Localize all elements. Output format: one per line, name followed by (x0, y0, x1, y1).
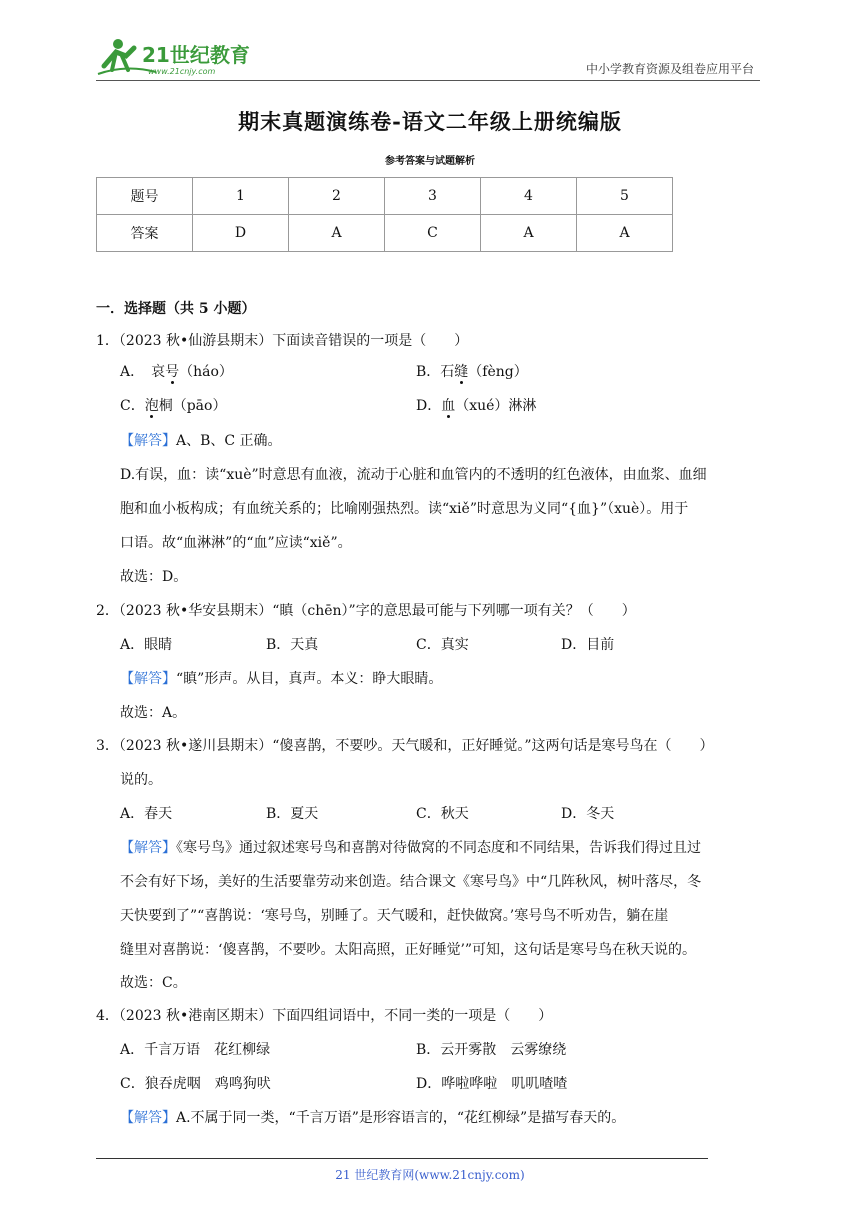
q1-option-d (416, 395, 536, 415)
answer-label: 【解答】 (120, 671, 176, 687)
q2-option-d: D．目前 (561, 637, 615, 653)
dotted-char: 缝 (454, 364, 469, 380)
question-4-stem: 4．（2023 秋•港南区期末）下面四组词语中，不同一类的一项是（ ） (96, 1008, 553, 1024)
question-3-stem-cont: 说的。 (120, 772, 162, 788)
option-text: C． (120, 398, 145, 414)
option-text: A． 哀 (120, 364, 166, 380)
q1-option-a (120, 361, 233, 381)
logo-url: www.21cnjy.com (148, 67, 216, 76)
answer-table-header-row (97, 178, 673, 215)
table-cell: 题号 (97, 178, 193, 215)
answer-text: A、B、C 正确。 (176, 433, 282, 449)
table-cell: C (385, 215, 481, 252)
explanation-line: 不会有好下场，美好的生活要靠劳动来创造。结合课文《寒号鸟》中“几阵秋风，树叶落尽，冬 (120, 874, 702, 890)
page-header (96, 36, 760, 81)
explanation-line: D.有误，血：读“xuè”时意思有血液，流动于心脏和血管内的不透明的红色液体，由血浆、血细 (120, 467, 707, 483)
answer-text: “瞋”形声。从目，真声。本义：睁大眼睛。 (176, 671, 443, 687)
option-text: （fèng） (468, 364, 528, 380)
q1-choice: 故选：D。 (120, 569, 188, 585)
q2-choice: 故选：A。 (120, 705, 187, 721)
q2-option-b: B．天真 (266, 637, 319, 653)
q4-option-d: D．哗啦哗啦 叽叽喳喳 (416, 1076, 568, 1092)
q4-answer (120, 1107, 625, 1127)
option-text: （háo） (179, 364, 233, 380)
q3-option-b: B．夏天 (266, 806, 319, 822)
footer-divider (96, 1158, 708, 1159)
q3-option-a: A．春天 (120, 806, 173, 822)
q1-option-c (120, 395, 226, 415)
table-cell: A (577, 215, 673, 252)
page-title: 期末真题演练卷-语文二年级上册统编版 (238, 109, 622, 134)
table-cell: 答案 (97, 215, 193, 252)
explanation-line: 口语。故“血淋淋”的“血”应读“xiě”。 (120, 535, 352, 551)
explanation-line: 天快要到了”“喜鹊说：‘寒号鸟，别睡了。天气暖和，赶快做窝。’寒号鸟不听劝告，躺在崖 (120, 908, 669, 924)
question-2-stem: 2．（2023 秋•华安县期末）“瞋（chēn）”字的意思最可能与下列哪一项有关？（ ） (96, 603, 636, 619)
answer-text: 《寒号鸟》通过叙述寒号鸟和喜鹊对待做窝的不同态度和不同结果，告诉我们得过且过 (176, 840, 701, 856)
option-text: 桐（pāo） (158, 398, 227, 414)
answer-table-answer-row (97, 215, 673, 252)
q4-option-a: A．千言万语 花红柳绿 (120, 1042, 271, 1058)
table-cell: A (481, 215, 577, 252)
table-cell: 5 (577, 178, 673, 215)
logo-21cnjy (96, 36, 266, 80)
q2-option-c: C．真实 (416, 637, 469, 653)
answer-text: A.不属于同一类，“千言万语”是形容语言的，“花红柳绿”是描写春天的。 (176, 1110, 626, 1126)
explanation-line: 缝里对喜鹊说：‘傻喜鹊，不要吵。太阳高照，正好睡觉’”可知，这句话是寒号鸟在秋天说的。 (120, 942, 697, 958)
q4-option-c: C．狼吞虎咽 鸡鸣狗吠 (120, 1076, 271, 1092)
table-cell: 4 (481, 178, 577, 215)
page-subtitle: 参考答案与试题解析 (385, 156, 475, 167)
table-cell: 1 (193, 178, 289, 215)
table-cell: D (193, 215, 289, 252)
answer-label: 【解答】 (120, 1110, 176, 1126)
dotted-char: 号 (165, 364, 180, 380)
answer-label: 【解答】 (120, 433, 176, 449)
question-1-stem: 1．（2023 秋•仙游县期末）下面读音错误的一项是（ ） (96, 333, 469, 349)
question-3-stem: 3．（2023 秋•遂川县期末）“傻喜鹊，不要吵。天气暖和，正好睡觉。”这两句话是寒号鸟在（ ） (96, 738, 714, 754)
q2-option-a: A．眼睛 (120, 637, 173, 653)
explanation-line: 胞和血小板构成；有血统关系的；比喻刚强热烈。读“xiě”时意思为义同“{血}”（xuè）。用于 (120, 501, 689, 517)
q2-answer (120, 668, 442, 688)
logo-text: 21世纪教育 (142, 43, 250, 67)
table-cell: 3 (385, 178, 481, 215)
q3-answer (120, 837, 701, 857)
q1-answer (120, 430, 282, 450)
table-cell: A (289, 215, 385, 252)
dotted-char: 泡 (144, 398, 159, 414)
q1-option-b (416, 361, 528, 381)
q4-option-b: B．云开雾散 云雾缭绕 (416, 1042, 567, 1058)
option-text: B．石 (416, 364, 455, 380)
q3-choice: 故选：C。 (120, 975, 187, 991)
answer-table (96, 177, 673, 252)
q3-option-d: D．冬天 (561, 806, 615, 822)
dotted-char: 血 (441, 398, 456, 414)
option-text: D． (416, 398, 442, 414)
footer-text[interactable]: 21 世纪教育网(www.21cnjy.com) (335, 1168, 525, 1182)
table-cell: 2 (289, 178, 385, 215)
site-name: 中小学教育资源及组卷应用平台 (585, 62, 754, 76)
answer-label: 【解答】 (120, 840, 176, 856)
option-text: （xué）淋淋 (455, 398, 537, 414)
q3-option-c: C．秋天 (416, 806, 469, 822)
section-title: 一．选择题（共 5 小题） (96, 301, 256, 317)
